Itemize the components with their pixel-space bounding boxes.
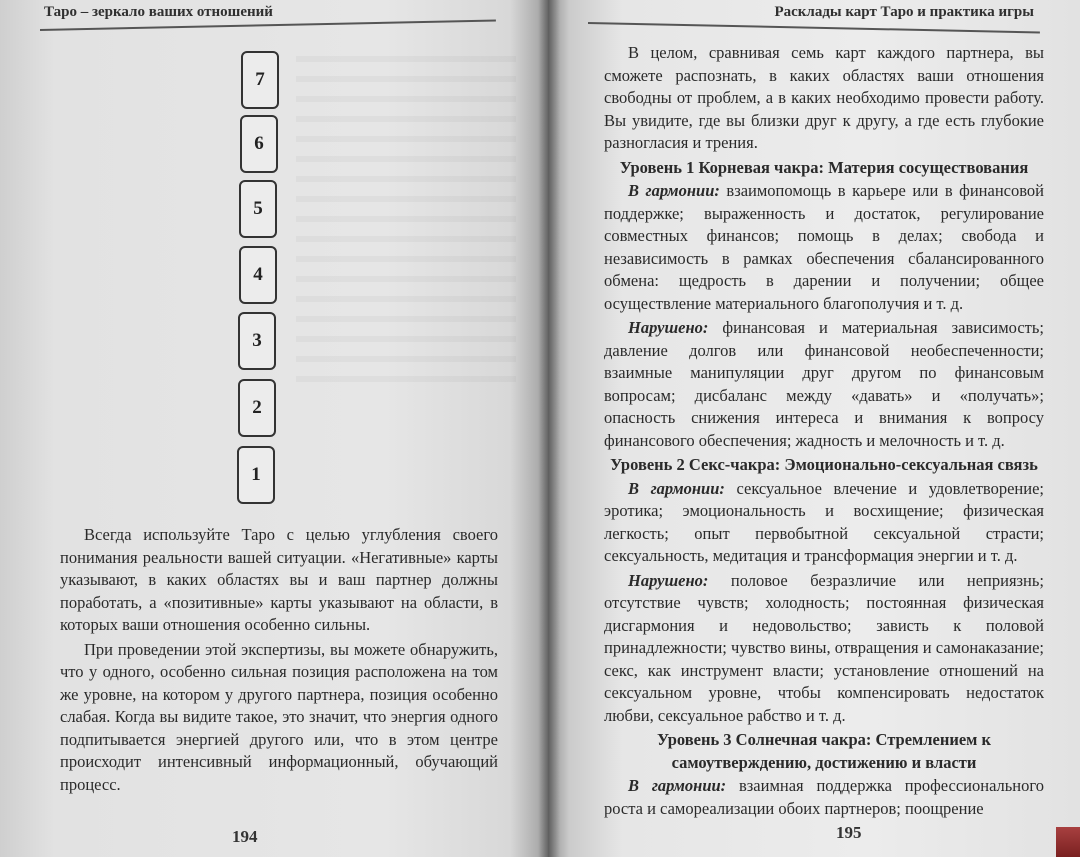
page-number-right: 195: [836, 823, 862, 842]
paragraph: При проведении этой экспертизы, вы можете обнаружить, что у одного, особенно сильная позиция расположена на том же уровне, на котором у другого партнера, позиция особенно слабая. Когда вы видите такое, это значит, что энергия одного подпитывается энергией другого или, что в этом центре происходит интенсивный информационный, обучающий процесс.: [60, 639, 498, 794]
card-slot-4: 4: [239, 246, 277, 304]
harmony-label: В гармонии:: [628, 776, 727, 795]
running-header-right: Расклады карт Таро и практика игры: [774, 4, 1034, 20]
right-body-text: [604, 42, 1044, 822]
cover-edge: [1056, 827, 1080, 857]
card-slot-6: 6: [240, 115, 278, 173]
book-gutter: [538, 0, 560, 857]
running-header-left: Таро – зеркало ваших отношений: [44, 4, 273, 20]
level-1-broken: [604, 317, 1044, 452]
level-1-heading: Уровень 1 Корневая чакра: Материя сосуществования: [619, 157, 1029, 177]
harmony-text: взаимопомощь в карьере или в финансовой поддержке; выраженность и достаток, регулирование совместных финансов; помощь в делах; свобода и независимость в рамках обеспечения сбалансированного обмена: щедрость в дарении и получении; общее осуществление материального благополучия и т. д.: [604, 181, 1044, 313]
card-slot-5: 5: [239, 180, 277, 238]
bleed-through-shadow: [296, 42, 516, 382]
broken-label: Нарушено:: [628, 318, 709, 337]
card-slot-1: 1: [237, 446, 275, 504]
level-3-harmony: [604, 775, 1044, 820]
intro-paragraph: В целом, сравнивая семь карт каждого партнера, вы сможете распознать, в каких областях ваши отношения свободны от проблем, а в каких необходимо провести работу. Вы увидите, где вы близки друг к другу, а где есть глубокие разногласия и трения.: [604, 43, 1044, 152]
paragraph: Всегда используйте Таро с целью углубления своего понимания реальности вашей ситуации. «Негативные» карты указывают, в каких областях вы и ваш партнер должны поработать, а «позитивные» карты указывают на области, в которых ваши отношения особенно сильны.: [60, 525, 498, 634]
level-2-harmony: [604, 478, 1044, 568]
card-slot-7: 7: [241, 51, 279, 109]
harmony-text: сексуальное влечение и удовлетворение; эротика; эмоциональность и восхищение; физическая легкость; опыт первобытной сексуальной страсти; сексуальность, медитация и трансформация энергии и т. д.: [604, 478, 1044, 565]
harmony-text: взаимная поддержка профессионального роста и самореализации обоих партнеров; поощрение: [604, 776, 1044, 818]
level-2-heading: Уровень 2 Секс-чакра: Эмоционально-сексуальная связь: [610, 455, 1038, 474]
broken-text: половое безразличие или неприязнь; отсутствие чувств; холодность; постоянная физическая дисгармония и недовольство; зависть к половой принадлежности; чувство вины, отвращения и самонаказание; секс, как инструмент власти; установление отношений на сексуальном уровне, чтобы компенсировать недостаток любви, сексуальное рабство и т. д.: [604, 570, 1044, 725]
left-body-text: [60, 524, 498, 798]
card-slot-3: 3: [238, 312, 276, 370]
card-slot-2: 2: [238, 379, 276, 437]
broken-text: финансовая и материальная зависимость; давление долгов или финансовой необеспеченности; взаимные манипуляции друг другом по финансовым вопросам; дисбаланс между «давать» и «получать»; опасность снижения интереса и внимания к вопросу финансового обеспечения; жадность и мелочность и т. д.: [604, 318, 1044, 450]
level-2-broken: [604, 570, 1044, 728]
level-1-harmony: [604, 180, 1044, 315]
level-3-heading: Уровень 3 Солнечная чакра: Стремлением к самоутверждению, достижению и власти: [656, 730, 992, 772]
page-number-left: 194: [232, 827, 258, 846]
harmony-label: В гармонии:: [628, 181, 720, 200]
harmony-label: В гармонии:: [628, 478, 725, 498]
broken-label: Нарушено:: [628, 570, 709, 590]
